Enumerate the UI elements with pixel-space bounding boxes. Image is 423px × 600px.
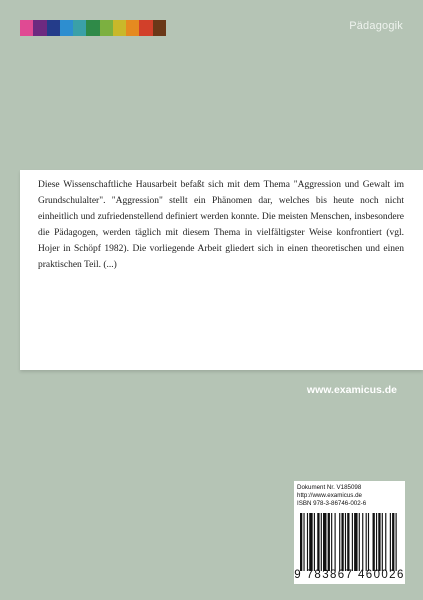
color-stripe-2 — [47, 20, 60, 36]
barcode-icon — [300, 513, 399, 571]
color-stripe-9 — [139, 20, 152, 36]
color-stripe-0 — [20, 20, 33, 36]
isbn: ISBN 978-3-86746-002-6 — [297, 500, 367, 508]
color-stripe-10 — [153, 20, 166, 36]
barcode-number: 9 783867 460026 — [294, 569, 405, 581]
color-stripe-5 — [86, 20, 99, 36]
color-stripe-8 — [126, 20, 139, 36]
document-url: http://www.examicus.de — [297, 492, 362, 500]
description-panel — [20, 170, 423, 370]
color-stripe-4 — [73, 20, 86, 36]
cover-image-area — [20, 36, 403, 170]
description-text: Diese Wissenschaftliche Hausarbeit befaßt sich mit dem Thema "Aggression und Gewalt im Grundschulalter". "Aggression" stellt ein Phänomen dar, welches bis heute noch nicht einheitlich und zufriedenstellend definiert werden konnte. Die meisten Menschen, insbesondere die Pädagogen, werden täglich mit diesem Thema in vielfältigster Weise konfrontiert (vgl. Hojer in Schöpf 1982). Die vorliegende Arbeit gliedert sich in einen theoretischen und einen praktischen Teil. (...) — [38, 180, 404, 270]
category-label: Pädagogik — [349, 20, 403, 32]
color-stripe-6 — [100, 20, 113, 36]
website-link[interactable]: www.examicus.de — [306, 384, 397, 396]
color-stripe-1 — [33, 20, 46, 36]
document-info — [297, 484, 366, 509]
barcode-box — [294, 481, 405, 584]
color-stripe-3 — [60, 20, 73, 36]
document-number: Dokument Nr. V185098 — [297, 484, 362, 491]
color-stripe-7 — [113, 20, 126, 36]
color-strip — [20, 20, 166, 36]
